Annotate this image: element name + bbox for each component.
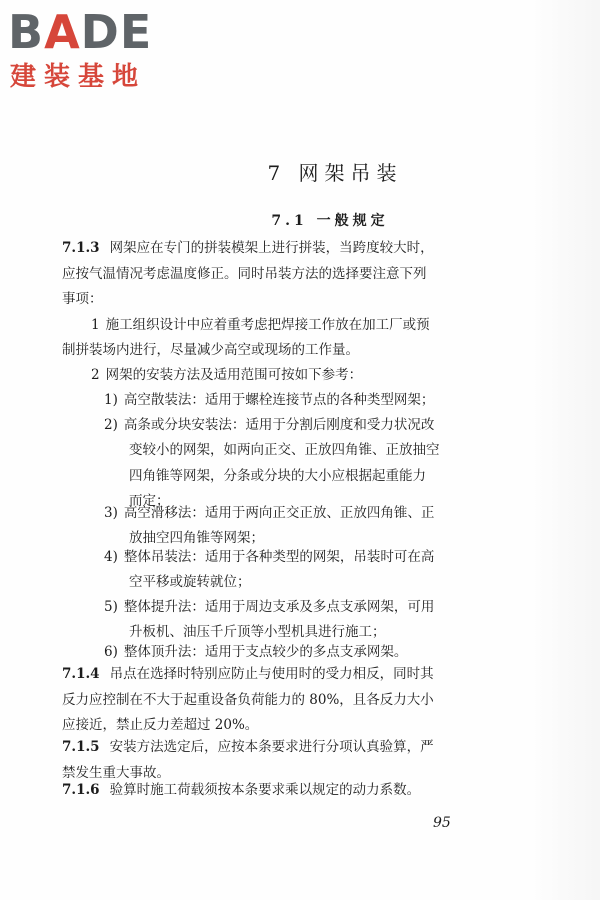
clause-7-1-4: 7.1.4 吊点在选择时特别应防止与使用时的受力相反，同时其 反力应控制在不大于起重设备负荷能力的 80%，且各反力大小 应接近，禁止反力差超过 20%。	[62, 666, 434, 733]
subitem-2-continuation: 变较小的网架，如两向正交、正放四角锥、正放抽空 四角锥等网架，分条或分块的大小应根据起重能力 而定；	[129, 442, 440, 509]
section-title: 7.1 一般规定	[271, 213, 389, 229]
page-number: 95	[433, 815, 451, 831]
clause-7-1-5: 7.1.5 安装方法选定后，应按本条要求进行分项认真验算，严 禁发生重大事故。	[62, 739, 434, 781]
subitem-3-continuation: 放抽空四角锥等网架；	[129, 530, 264, 546]
subitem-6: 6) 整体顶升法：适用于支点较少的多点支承网架。	[104, 644, 408, 660]
subitem-2: 2) 高条或分块安装法：适用于分割后刚度和受力状况改	[104, 417, 435, 433]
subitem-5-continuation: 升板机、油压千斤顶等小型机具进行施工；	[129, 624, 386, 640]
subitem-3: 3) 高空滑移法：适用于两向正交正放、正放四角锥、正	[104, 505, 435, 521]
logo-subtitle: 建装基地	[10, 62, 147, 92]
clause-number: 7.1.5	[62, 739, 100, 755]
subitem-4: 4) 整体吊装法：适用于各种类型的网架，吊装时可在高	[104, 549, 435, 565]
item-1: 1 施工组织设计中应着重考虑把焊接工作放在加工厂或预	[91, 317, 430, 333]
item-number: 1	[91, 317, 100, 333]
clause-number: 7.1.4	[62, 666, 100, 682]
clause-7-1-3: 7.1.3 网架应在专门的拼装模架上进行拼装，当跨度较大时， 应按气温情况考虑温度修正。同时吊装方法的选择要注意下列 事项：	[62, 240, 434, 307]
clause-7-1-6: 7.1.6 验算时施工荷载须按本条要求乘以规定的动力系数。	[62, 782, 421, 798]
subitem-5: 5) 整体提升法：适用于周边支承及多点支承网架，可用	[104, 599, 435, 615]
page-edge-shadow	[530, 0, 600, 900]
subitem-1: 1) 高空散装法：适用于螺栓连接节点的各种类型网架；	[104, 392, 435, 408]
clause-number: 7.1.6	[62, 782, 100, 798]
item-1-continuation: 制拼装场内进行，尽量减少高空或现场的工作量。	[62, 342, 359, 358]
subitem-4-continuation: 空平移或旋转就位；	[129, 574, 251, 590]
item-2: 2 网架的安装方法及适用范围可按如下参考：	[91, 367, 363, 383]
chapter-title: 7 网架吊装	[267, 161, 403, 185]
logo-wordmark: BADE	[8, 5, 153, 59]
item-number: 2	[91, 367, 100, 383]
bade-logo	[8, 6, 178, 96]
clause-number: 7.1.3	[62, 240, 100, 256]
